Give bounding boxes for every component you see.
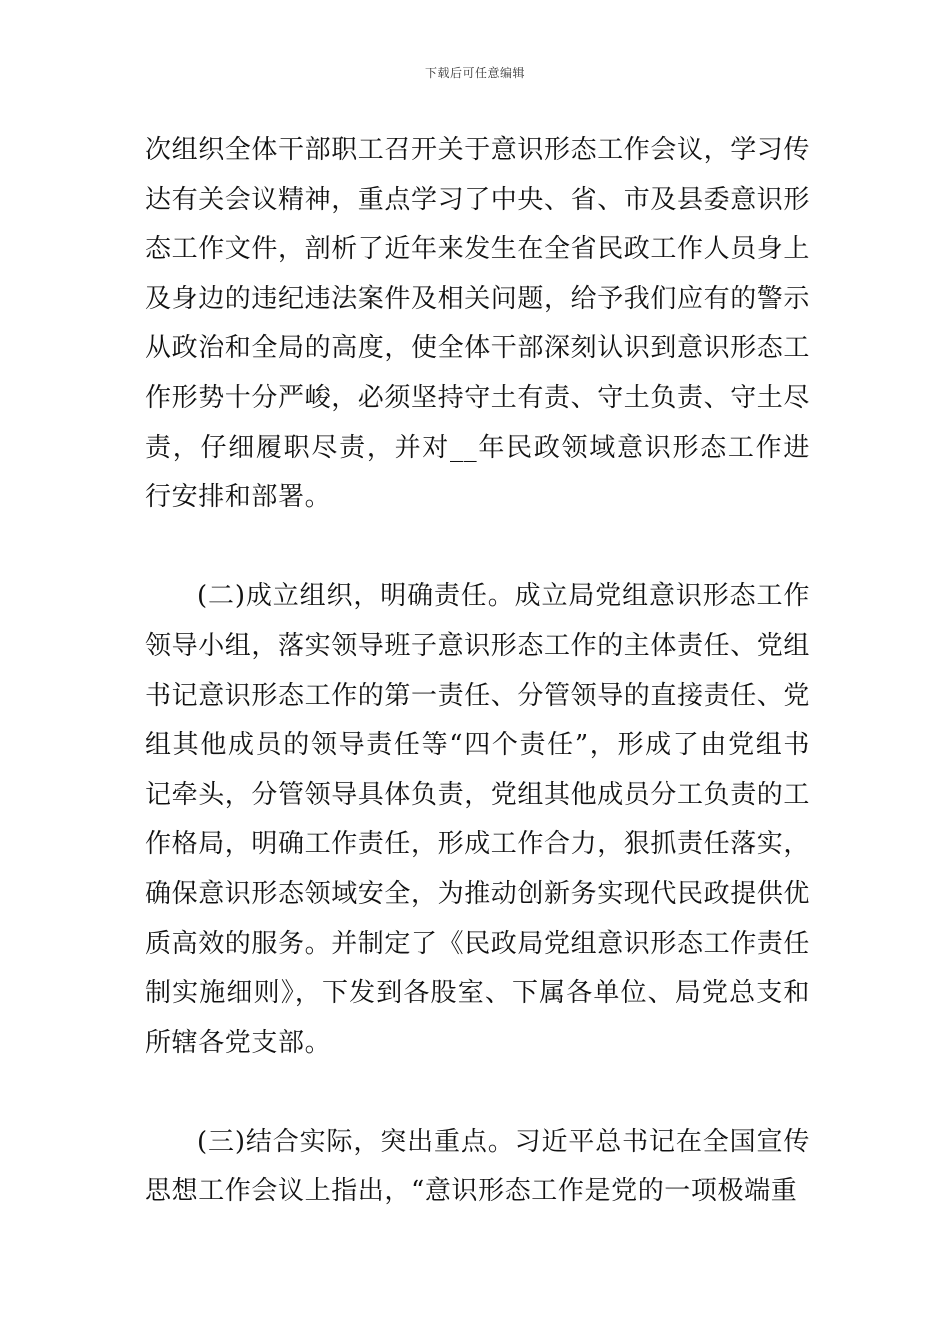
document-body — [145, 126, 810, 1217]
paragraph-1: 次组织全体干部职工召开关于意识形态工作会议，学习传达有关会议精神，重点学习了中央、省、市及县委意识形态工作文件，剖析了近年来发生在全省民政工作人员身上及身边的违纪违法案件及相关问题，给予我们应有的警示从政治和全局的高度，使全体干部深刻认识到意识形态工作形势十分严峻，必须坚持守土有责、守土负责、守土尽责，仔细履职尽责，并对__年民政领域意识形态工作进行安排和部署。 — [145, 135, 811, 513]
paragraph-2: (二)成立组织，明确责任。成立局党组意识形态工作领导小组，落实领导班子意识形态工作的主体责任、党组书记意识形态工作的第一责任、分管领导的直接责任、党组其他成员的领导责任等“四个责任”，形成了由党组书记牵头，分管领导具体负责，党组其他成员分工负责的工作格局，明确工作责任，形成工作合力，狠抓责任落实，确保意识形态领域安全，为推动创新务实现代民政提供优质高效的服务。并制定了《民政局党组意识形态工作责任制实施细则》，下发到各股室、下属各单位、局党总支和所辖各党支部。 — [145, 581, 811, 1058]
paragraph-3: (三)结合实际，突出重点。习近平总书记在全国宣传思想工作会议上指出，“意识形态工作是党的一项极端重 — [145, 1126, 810, 1207]
page-header: 下载后可任意编辑 — [424, 66, 525, 80]
